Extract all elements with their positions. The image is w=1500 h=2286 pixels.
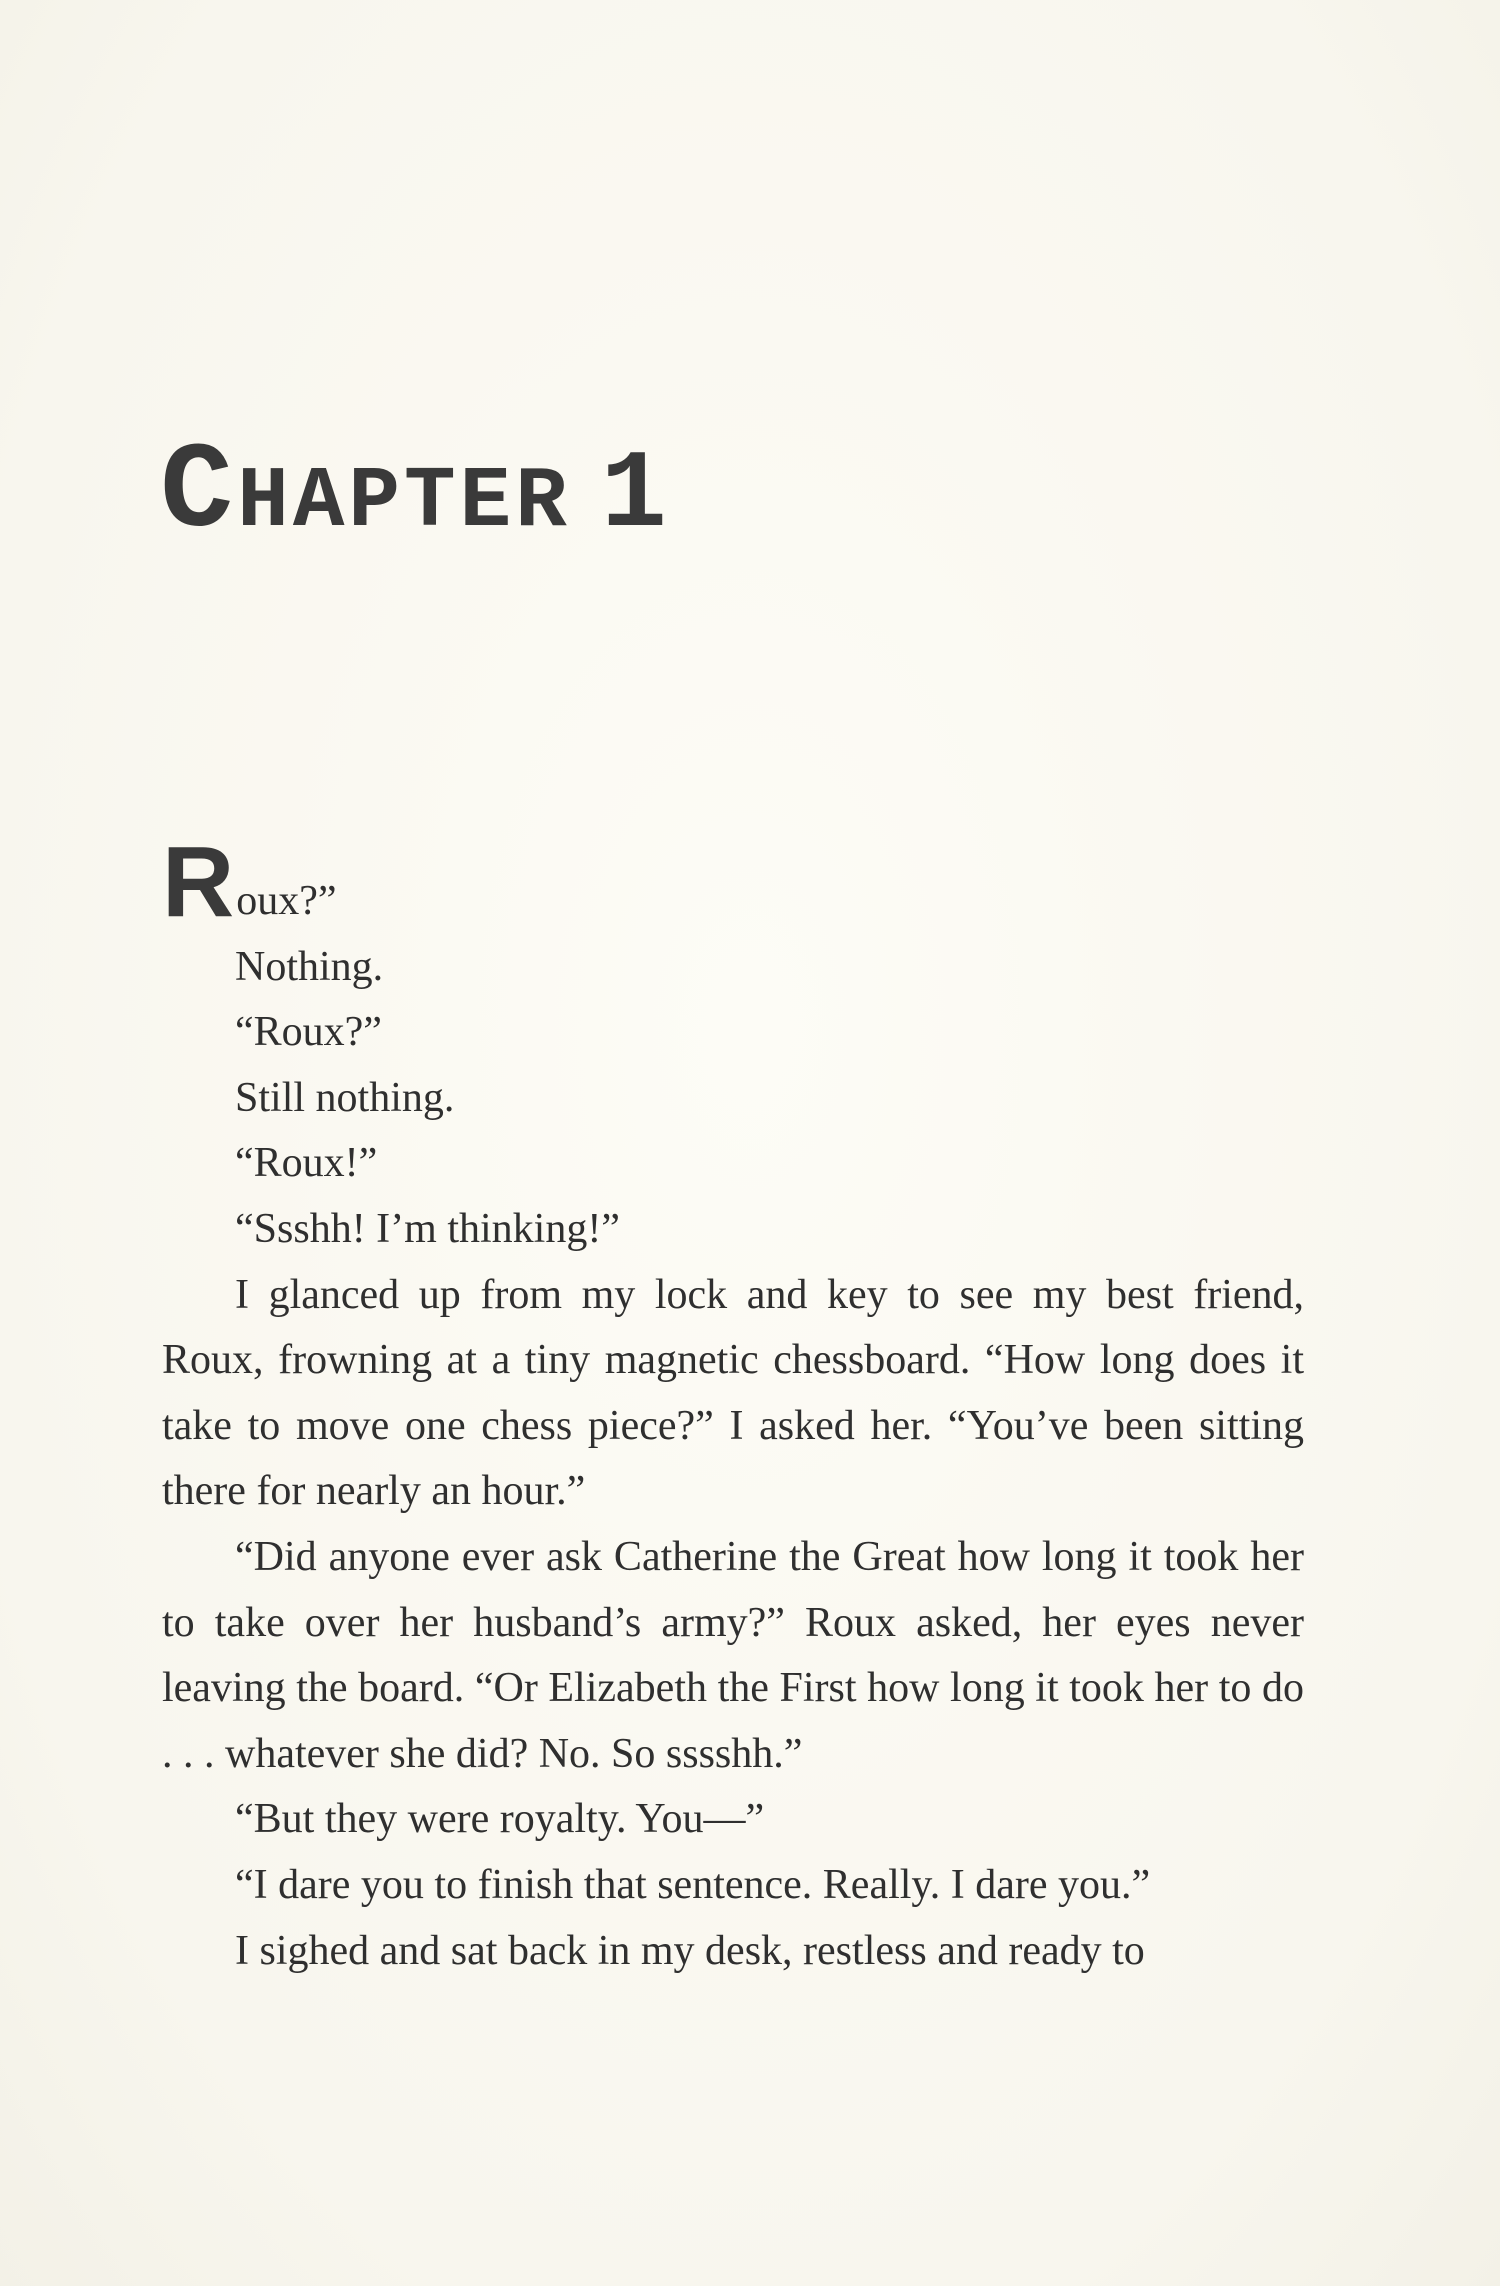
paragraph: Still nothing.: [235, 1074, 455, 1121]
chapter-heading-word: HAPTER: [237, 453, 571, 551]
chapter-heading: [160, 423, 671, 562]
chapter-body: [162, 826, 1304, 1984]
chapter-heading-cap: C: [160, 423, 238, 562]
paragraph: “I dare you to finish that sentence. Really. I dare you.”: [235, 1861, 1151, 1908]
paragraph: “Roux!”: [235, 1140, 378, 1187]
paragraph: “But they were royalty. You—”: [235, 1796, 765, 1843]
drop-cap: R: [162, 826, 235, 938]
paragraph: “Ssshh! I’m thinking!”: [235, 1205, 620, 1252]
paragraph: I sighed and sat back in my desk, restless and ready to: [235, 1927, 1145, 1974]
paragraph: I glanced up from my lock and key to see my best friend, Roux, frowning at a tiny magnetic chessboard. “How long does it take to move one chess piece?” I asked her. “You’ve been sitting there for nearly an hour.”: [162, 1271, 1304, 1515]
chapter-number: 1: [600, 434, 671, 559]
paragraph-opening: [162, 826, 1304, 938]
paragraph: “Did anyone ever ask Catherine the Great how long it took her to take over her husband’s army?” Roux asked, her eyes never leaving the board. “Or Elizabeth the First how long it took her to do . . . whatever she did? No. So sssshh.”: [162, 1533, 1304, 1777]
paragraph: Nothing.: [235, 943, 384, 990]
paragraph-text: oux?”: [236, 878, 337, 924]
paragraph: “Roux?”: [235, 1009, 382, 1056]
